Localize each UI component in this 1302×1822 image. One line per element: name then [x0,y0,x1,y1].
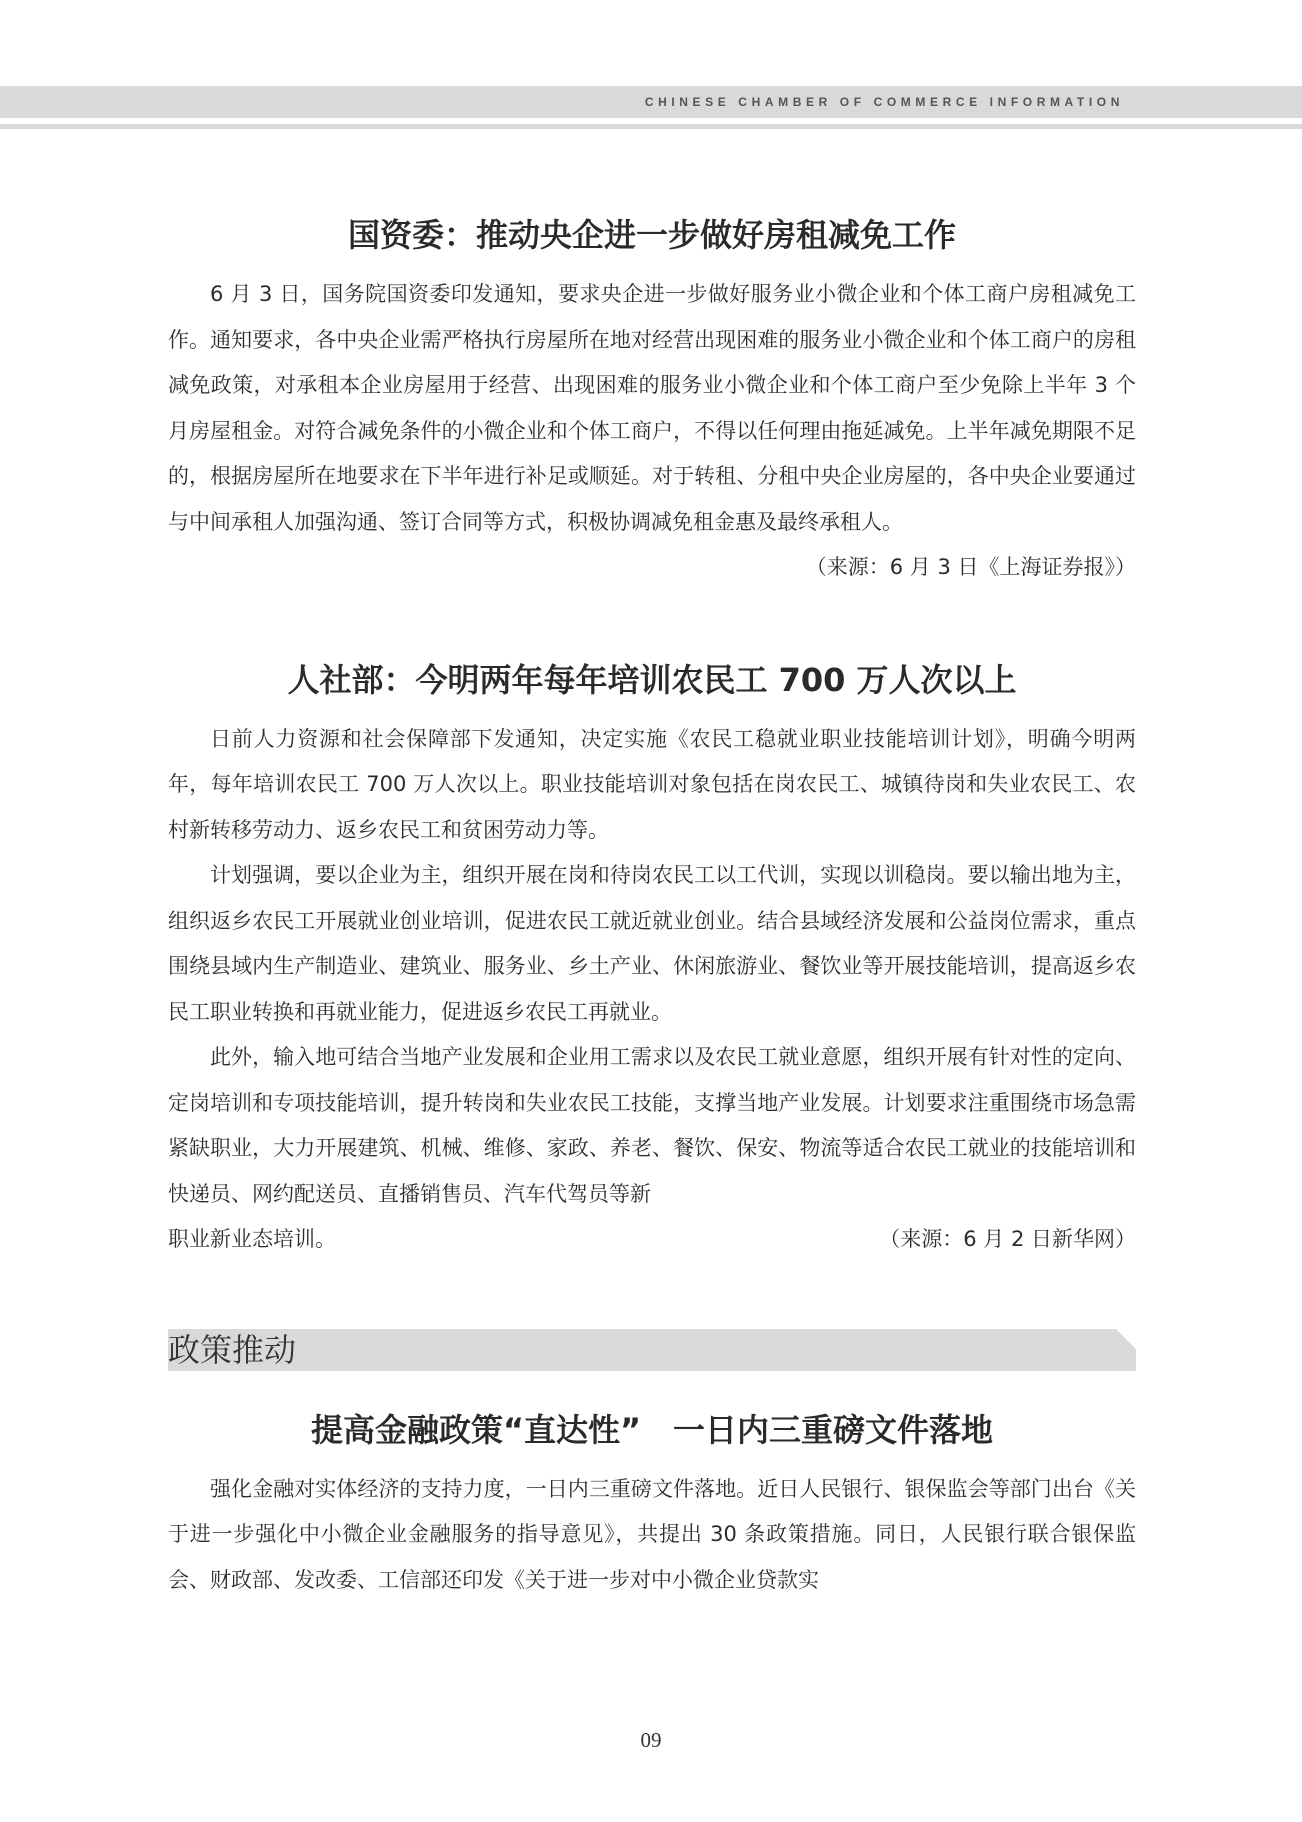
article-source: （来源：6 月 3 日《上海证券报》） [805,555,1136,579]
section-band-shape [168,1329,1136,1371]
article-paragraph: 日前人力资源和社会保障部下发通知，决定实施《农民工稳就业职业技能培训计划》，明确今明两年，每年培训农民工 700 万人次以上。职业技能培训对象包括在岗农民工、城镇待岗和失业农民工、农村新转移劳动力、返乡农民工和贫困劳动力等。 [168,726,1136,842]
section-header [168,1329,1136,1371]
page-number: 09 [640,1728,662,1752]
article-closing-line [168,1217,1136,1263]
article-paragraph: 计划强调，要以企业为主，组织开展在岗和待岗农民工以工代训，实现以训稳岗。要以输出地为主，组织返乡农民工开展就业创业培训，促进农民工就近就业创业。结合县域经济发展和公益岗位需求，重点围绕县域内生产制造业、建筑业、服务业、乡土产业、休闲旅游业、餐饮业等开展技能培训，提高返乡农民工职业转换和再就业能力，促进返乡农民工再就业。 [168,863,1136,1024]
page-content [168,210,1136,1603]
article-paragraph: 强化金融对实体经济的支持力度，一日内三重磅文件落地。近日人民银行、银保监会等部门出台《关于进一步强化中小微企业金融服务的指导意见》，共提出 30 条政策措施。同日，人民银行联合银保监会、财政部、发改委、工信部还印发《关于进一步对中小微企业贷款实 [168,1476,1136,1592]
article-mohrss-training [168,655,1136,1263]
article-paragraph-end: 职业新业态培训。 [168,1227,336,1251]
article-paragraph: 此外，输入地可结合当地产业发展和企业用工需求以及农民工就业意愿，组织开展有针对性的定向、定岗培训和专项技能培训，提升转岗和失业农民工技能，支撑当地产业发展。计划要求注重围绕市场急需紧缺职业，大力开展建筑、机械、维修、家政、养老、餐饮、保安、物流等适合农民工就业的技能培训和快递员、网约配送员、直播销售员、汽车代驾员等新 [168,1045,1136,1206]
article-title: 提高金融政策“直达性” 一日内三重磅文件落地 [310,1410,994,1449]
section-label: 政策推动 [168,1330,297,1369]
article-title: 人社部：今明两年每年培训农民工 700 万人次以上 [287,660,1017,699]
article-paragraph: 6 月 3 日，国务院国资委印发通知，要求央企进一步做好服务业小微企业和个体工商户房租减免工作。通知要求，各中央企业需严格执行房屋所在地对经营出现困难的服务业小微企业和个体工商户的房租减免政策，对承租本企业房屋用于经营、出现困难的服务业小微企业和个体工商户至少免除上半年 3 个月房屋租金。对符合减免条件的小微企业和个体工商户，不得以任何理由拖延减免。上半年减免期限不足的，根据房屋所在地要求在下半年进行补足或顺延。对于转租、分租中央企业房屋的，各中央企业要通过与中间承租人加强沟通、签订合同等方式，积极协调减免租金惠及最终承租人。 [168,282,1136,534]
header-rule [0,124,1302,129]
article-financial-policy [168,1405,1136,1604]
article-title: 国资委：推动央企进一步做好房租减免工作 [347,216,956,254]
article-source: （来源：6 月 2 日新华网） [879,1227,1136,1251]
article-sasac-rent-relief [168,210,1136,591]
running-title: CHINESE CHAMBER OF COMMERCE INFORMATION [644,95,1124,109]
